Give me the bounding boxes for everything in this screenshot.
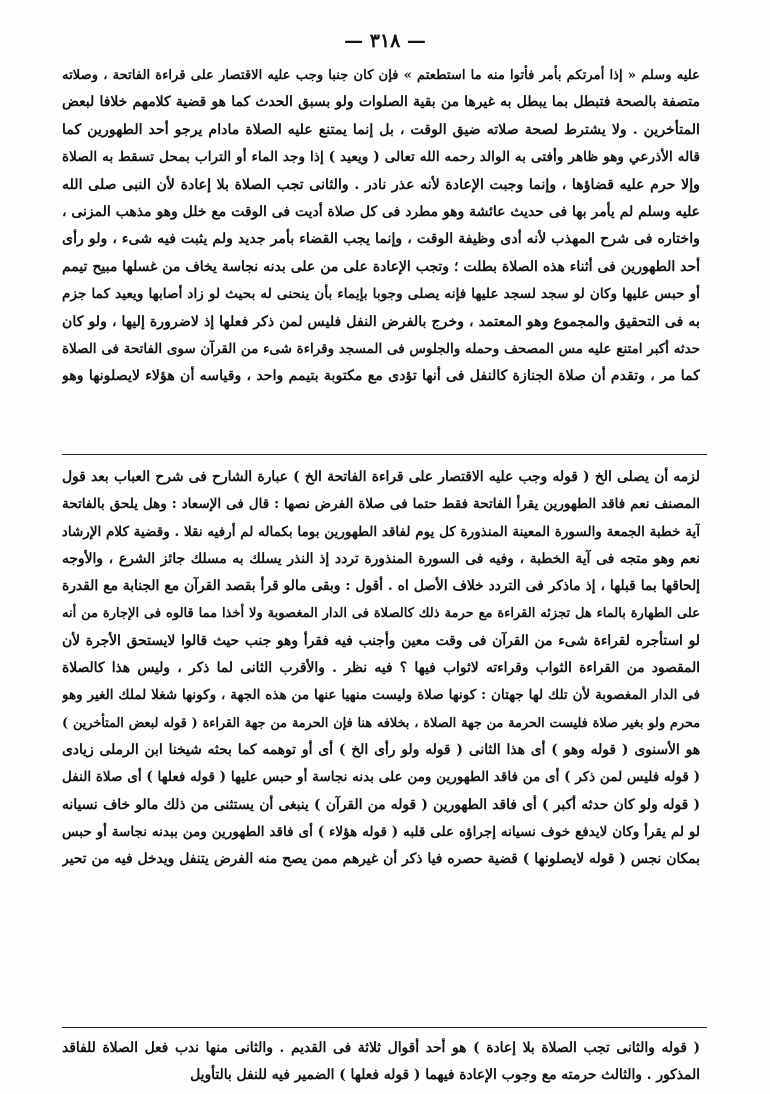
section-divider <box>62 454 707 455</box>
commentary-line: لزمه أن يصلى الخ ( قوله وجب عليه الاقتصار على قراءة الفاتحة الخ ) عبارة الشارح فى شرح العباب بعد قول <box>62 469 700 485</box>
main-text-line: المتأخرين . ولا يشترط لصحة صلاته ضيق الوقت ، بل إنما يمتنع عليه الصلاة مادام يرجو أحد الطهورين كما <box>62 121 700 138</box>
commentary-line: نعم وهو متجه فى آية الخطبة ، وفيه فى السورة المنذورة تردد إذ النذر يسلك به مسلك جائز الشرع ، والأوجه <box>62 550 700 567</box>
page-number: — ٣١٨ — <box>344 30 426 52</box>
commentary-line: ( قوله فليس لمن ذكر ) أى من فاقد الطهورين ومن على بدنه نجاسة أو حبس عليها ( قوله فعلها ) أى صلاة النفل <box>62 769 700 786</box>
commentary-line: ( قوله ولو كان حدثه أكبر ) أى فاقد الطهورين ( قوله من القرآن ) ينبغى أن يستثنى من ذلك مالو خاف نسيانه <box>62 796 700 813</box>
commentary-line: المصنف نعم فاقد الطهورين يقرأ الفاتحة فقط حتما فى صلاة الفرض نصها : قال فى الإسعاد : وهل يلحق بالفاتحة <box>62 496 700 513</box>
commentary-line: لو استأجره لقراءة شىء من القرآن فى وقت معين وأجنب فيه فقرأ وهو جنب حيث قالوا لايستحق الأجرة لأن <box>62 632 700 649</box>
footnote-line: المذكور . والثالث حرمته مع وجوب الإعادة فيهما ( قوله فعلها ) الضمير فيه للنفل بالتأويل <box>190 1067 700 1083</box>
main-text-line: به فى التحقيق والمجموع وهو المعتمد ، وخرج بالفرض النفل فليس لمن ذكر فعلها إذ لاضرورة إليها ، ولو كان <box>62 313 700 330</box>
main-text-line: عليه وسلم « إذا أمرتكم بأمر فأتوا منه ما استطعتم » فإن كان جنبا وجب عليه الاقتصار على قراءة الفاتحة ، وصلاته <box>62 68 700 83</box>
main-text-block <box>62 62 700 391</box>
commentary-block <box>62 464 700 873</box>
commentary-line: هو الأسنوى ( قوله وهو ) أى هذا الثانى ( قوله ولو رأى الخ ) أى أو توهمه كما بحثه شيخنا ابن الرملى زيادى <box>62 741 700 758</box>
commentary-line: فى الدار المغصوبة لأن تلك لها جهتان : كونها صلاة وليست منهيا عنها من هذه الجهة ، وكونها شغلا لملك الغير وهو <box>62 687 700 704</box>
main-text-line: واختاره فى شرح المهذب لأنه أدى وظيفة الوقت ، وإنما يجب القضاء بأمر جديد ولم يثبت فيه شىء ، ولو رأى <box>62 231 700 248</box>
commentary-line: على الطهارة بالماء هل تجزئه القراءة مع حرمة ذلك كالصلاة فى الدار المغصوبة ولا أخذا مما قالوه فى الإجارة من أنه <box>62 606 700 622</box>
main-text-line: كما مر ، وتقدم أن صلاة الجنازة كالنفل فى أنها تؤدى مع مكتوبة بتيمم واحد ، وقياسه أن هؤلاء لايصلونها وهو <box>62 368 700 385</box>
main-text-line: وإلا حرم عليه قضاؤها ، وإنما وجبت الإعادة لأنه عذر نادر . والثانى تجب الصلاة بلا إعادة لأن النبى صلى الله <box>62 176 700 193</box>
commentary-line: بمكان نجس ( قوله لايصلونها ) قضية حصره فيا ذكر أن غيرهم ممن يصح منه الفرض يتنفل ويدخل فيه من تحير <box>62 851 700 868</box>
main-text-line: حدثه أكبر امتنع عليه مس المصحف وحمله والجلوس فى المسجد وقراءة شىء من القرآن سوى الفاتحة فى الصلاة <box>62 340 700 357</box>
commentary-line: لو لم يقرأ وكان لايدفع خوف نسيانه إجراؤه على قلبه ( قوله هؤلاء ) أى فاقد الطهورين ومن ببدنه نجاسة أو حبس <box>62 823 700 840</box>
footnote-line: ( قوله والثانى تجب الصلاة بلا إعادة ) هو أحد أقوال ثلاثة فى القديم . والثانى منها ندب فعل الصلاة للفاقد <box>62 1040 700 1056</box>
main-text-line: عليه وسلم لم يأمر بها فى حديث عائشة وهو مطرد فى كل صلاة أديت فى الوقت مع خلل وهو مذهب المزنى ، <box>62 203 700 220</box>
main-text-line: أحد الطهورين فى أثناء هذه الصلاة بطلت ؛ وتجب الإعادة على من على بدنه نجاسة يخاف من غسلها مبيح تيمم <box>62 258 700 275</box>
commentary-line: إلحاقها بما قبلها ، إذ ماذكر فى التردد خلاف الأصل اه . أقول : وبقى مالو قرأ بقصد القرآن مع الجنابة مع القدرة <box>62 578 700 595</box>
main-text-line: متصفة بالصحة فتبطل بما يبطل به غيرها من بقية الصلوات ولو بسبق الحدث كما هو قضية كلامهم خلافا لبعض <box>62 94 700 111</box>
main-text-line: أو حبس عليها وكان لو سجد لسجد عليها فإنه يصلى وجوبا بإيماء بأن ينحنى له بحيث لو زاد أصابها ويعيد كما جزم <box>62 286 700 303</box>
footnote-block <box>62 1035 700 1089</box>
commentary-line: آية خطبة الجمعة والسورة المعينة المنذورة كل يوم لفاقد الطهورين بوما بكماله لم أرفيه نقلا . وقضية كلام الإرشاد <box>62 523 700 540</box>
commentary-line: المقصود من القراءة الثواب وقراءته لاثواب فيها ؟ فيه نظر . والأقرب الثانى لما ذكر ، وليس هذا كالصلاة <box>62 660 700 677</box>
main-text-line: قاله الأذرعي وهو ظاهر وأفتى به الوالد رحمه الله تعالى ( ويعيد ) إذا وجد الماء أو التراب بمحل تسقط به الصلاة <box>62 149 700 166</box>
commentary-line: محرم ولو بغير صلاة فليست الحرمة من جهة الصلاة ، بخلافه هنا فإن الحرمة من جهة القراءة ( قوله لبعض المتأخرين ) <box>62 715 700 731</box>
footnote-divider <box>62 1027 707 1028</box>
